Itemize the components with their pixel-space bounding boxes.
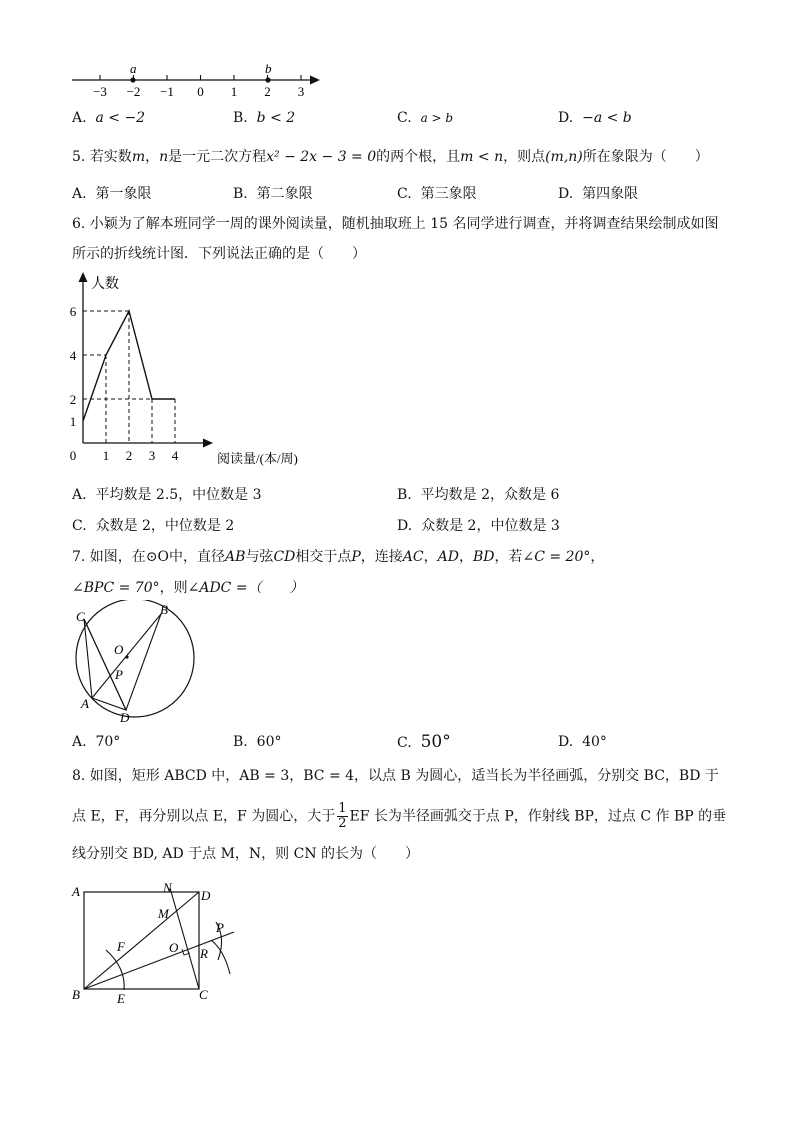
- q7-option-a: [72, 734, 120, 750]
- stem-text: 相交于点: [295, 549, 352, 565]
- stem-text: 与弦: [245, 549, 274, 565]
- segment-ad: AD: [437, 549, 459, 565]
- stem-text: ，: [145, 149, 160, 165]
- point-b-dot: [265, 77, 270, 82]
- option-label: A.: [72, 487, 87, 503]
- tick-label: 1: [230, 84, 238, 99]
- label-c: C: [199, 987, 208, 1002]
- label-d: D: [120, 710, 130, 725]
- option-text: 第四象限: [582, 186, 639, 202]
- segment-ab: AB: [225, 549, 246, 565]
- fraction-numerator: 1: [338, 801, 347, 816]
- option-text: −a < b: [582, 110, 632, 126]
- option-label: B.: [233, 110, 248, 126]
- option-text: 70°: [95, 734, 121, 750]
- q6-option-c: [72, 515, 234, 535]
- x-tick-label: 2: [125, 448, 133, 463]
- q8-stem-line2: [72, 802, 726, 831]
- tick-label: −2: [126, 84, 141, 99]
- label-m: M: [158, 906, 169, 921]
- option-label: A.: [72, 186, 87, 202]
- option-text: 第一象限: [95, 186, 152, 202]
- q6-option-a: [72, 484, 262, 504]
- stem-text: 的两个根，且: [376, 149, 461, 165]
- y-axis-arrow: [79, 272, 88, 282]
- q6-option-b: [397, 484, 559, 504]
- option-text: 众数是 2，中位数是 3: [421, 518, 560, 534]
- option-text: 众数是 2，中位数是 2: [95, 518, 235, 534]
- angle-c: ∠C = 20°: [522, 549, 591, 565]
- option-label: C.: [397, 186, 412, 202]
- q6-stem-line1: 6. 小颖为了解本班同学一周的课外阅读量，随机抽取班上 15 名同学进行调查，并将调查结果绘制成如图: [72, 216, 719, 232]
- circle-symbol: ⊙O: [145, 549, 170, 565]
- y-tick-label: 4: [69, 348, 77, 363]
- q4-option-a: [72, 110, 145, 126]
- option-text: a < −2: [95, 110, 146, 126]
- option-label: C.: [397, 110, 412, 126]
- q8-stem-line3: 线分别交 BD, AD 于点 M，N，则 CN 的长为（ ）: [72, 846, 420, 862]
- label-c: C: [76, 609, 85, 624]
- option-text: 60°: [256, 734, 282, 750]
- q7-option-d: [558, 734, 607, 750]
- q6-stem-line2: 所示的折线统计图．下列说法正确的是（ ）: [72, 246, 366, 262]
- q7-stem-line1: 7. 如图，在⊙O中，直径AB与弦CD相交于点P，连接AC，AD，BD，若∠C = 20°，: [72, 549, 605, 565]
- label-f: F: [117, 939, 125, 954]
- label-a: A: [72, 884, 80, 899]
- option-label: D.: [558, 110, 574, 126]
- stem-text: 中，直径: [169, 549, 226, 565]
- stem-text: ，连接: [360, 549, 403, 565]
- q8-stem-line1: 8. 如图，矩形 ABCD 中，AB = 3，BC = 4，以点 B 为圆心，适当长为半径画弧，分别交 BC，BD 于: [72, 768, 719, 784]
- option-text: 40°: [582, 734, 607, 750]
- y-tick-label: 6: [69, 304, 77, 319]
- option-text: 50°: [420, 732, 451, 752]
- option-label: A.: [72, 110, 87, 126]
- stem-text: 是一元二次方程: [168, 149, 267, 165]
- var-n: n: [159, 149, 169, 165]
- fraction-denominator: 2: [338, 816, 347, 831]
- stem-text: ，则点: [503, 149, 546, 165]
- stem-text: 点 E，F，再分别以点 E，F 为圆心，大于: [72, 808, 336, 825]
- point-mn: (m,n): [545, 149, 583, 165]
- option-label: C.: [72, 518, 87, 534]
- label-o: O: [114, 642, 124, 657]
- rectangle-figure: [66, 878, 246, 1008]
- stem-text: ，则: [159, 580, 188, 596]
- option-text: a > b: [420, 111, 454, 125]
- y-tick-label: 2: [69, 392, 77, 407]
- option-label: D.: [397, 518, 413, 534]
- option-label: D.: [558, 186, 574, 202]
- label-b: B: [160, 602, 168, 617]
- q5-option-b: [233, 183, 313, 203]
- angle-bpc: ∠BPC = 70°: [72, 580, 160, 596]
- option-text: 第三象限: [420, 186, 477, 202]
- number-line-figure: [70, 62, 330, 102]
- x-axis-title: 阅读量/(本/周): [217, 451, 298, 466]
- x-tick-label: 1: [102, 448, 110, 463]
- tick-label: 3: [297, 84, 305, 99]
- point-p: P: [351, 549, 361, 565]
- label-p: P: [216, 920, 224, 935]
- q4-option-c: [397, 110, 453, 126]
- option-label: B.: [397, 487, 412, 503]
- q5-option-c: [397, 183, 477, 203]
- segment-bd: BD: [472, 549, 495, 565]
- q7-option-c: [397, 732, 451, 752]
- option-label: D.: [558, 734, 574, 750]
- label-a: A: [81, 696, 89, 711]
- y-tick-label: 1: [69, 414, 77, 429]
- fraction-half: [337, 802, 347, 831]
- label-r: R: [200, 946, 208, 961]
- option-text: 平均数是 2.5，中位数是 3: [95, 487, 262, 503]
- tick-label: −3: [93, 84, 107, 99]
- x-tick-label: 4: [171, 448, 179, 463]
- option-label: B.: [233, 186, 248, 202]
- circle-figure: [64, 600, 204, 728]
- stem-text: ，若: [494, 549, 523, 565]
- stem-text: 若实数: [89, 149, 132, 165]
- stem-text: 7. 如图，在: [72, 549, 146, 565]
- label-d: D: [201, 888, 211, 903]
- option-label: C.: [397, 735, 412, 751]
- tick-label: −1: [160, 84, 174, 99]
- q6-option-d: [397, 515, 560, 535]
- option-text: 平均数是 2，众数是 6: [420, 487, 560, 503]
- label-o: O: [169, 940, 179, 955]
- condition: m < n: [460, 149, 504, 165]
- point-a-dot: [130, 77, 135, 82]
- q4-option-b: [233, 110, 295, 126]
- q5-stem: [72, 146, 709, 166]
- question-ask: ∠ADC =（ ）: [187, 580, 304, 596]
- label-b: B: [72, 987, 80, 1002]
- stem-text: 所在象限为（ ）: [582, 149, 709, 165]
- q7-option-b: [233, 734, 281, 750]
- question-number: 5.: [72, 149, 86, 165]
- q7-stem-line2: [72, 577, 304, 597]
- x-tick-label: 0: [69, 448, 77, 463]
- y-axis-title: 人数: [91, 277, 119, 292]
- label-e: E: [117, 991, 125, 1006]
- label-p: P: [115, 667, 123, 682]
- option-text: 第二象限: [256, 186, 313, 202]
- point-a-label: a: [130, 62, 137, 76]
- option-label: B.: [233, 734, 248, 750]
- stem-text: EF 长为半径画弧交于点 P，作射线 BP，过点 C 作 BP 的垂: [349, 808, 727, 825]
- q5-option-d: [558, 183, 638, 203]
- point-b-label: b: [265, 62, 272, 76]
- option-label: A.: [72, 734, 87, 750]
- segment-ac: AC: [402, 549, 424, 565]
- q5-option-a: [72, 183, 151, 203]
- label-n: N: [163, 880, 172, 895]
- var-m: m: [131, 149, 146, 165]
- equation: x² − 2x − 3 = 0: [266, 149, 377, 165]
- tick-label: 0: [197, 84, 204, 99]
- q4-option-d: [558, 110, 632, 126]
- segment-cd: CD: [273, 549, 296, 565]
- tick-label: 2: [264, 84, 271, 99]
- x-axis-arrow: [203, 439, 213, 448]
- option-text: b < 2: [256, 110, 296, 126]
- x-tick-label: 3: [148, 448, 156, 463]
- reading-line-chart: [66, 270, 316, 470]
